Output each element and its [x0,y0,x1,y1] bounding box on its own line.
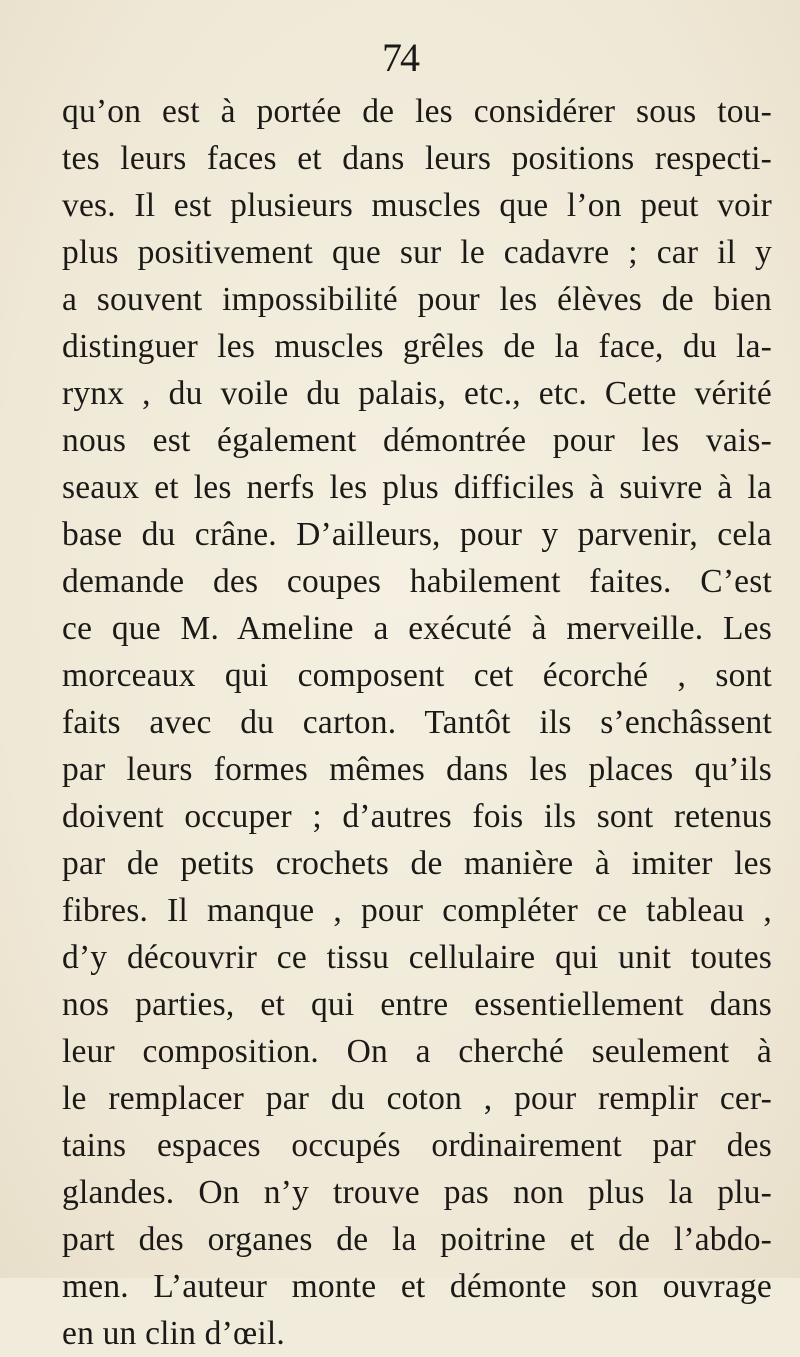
text-line: faits avec du carton. Tantôt ils s’enchâssent [62,704,772,741]
text-line: nous est également démontrée pour les vais- [62,422,772,459]
text-line: demande des coupes habilement faites. C’est [62,563,772,600]
text-line: seaux et les nerfs les plus difficiles à suivre à la [62,469,772,506]
text-line: a souvent impossibilité pour les élèves de bien [62,281,772,318]
text-line: rynx , du voile du palais, etc., etc. Cette vérité [62,375,772,412]
text-line: ves. Il est plusieurs muscles que l’on peut voir [62,187,772,224]
text-line: glandes. On n’y trouve pas non plus la plu- [62,1174,772,1211]
text-line: part des organes de la poitrine et de l’abdo- [62,1221,772,1258]
text-line: par de petits crochets de manière à imiter les [62,845,772,882]
text-line: nos parties, et qui entre essentiellement dans [62,986,772,1023]
text-line: plus positivement que sur le cadavre ; car il y [62,234,772,271]
text-line: tes leurs faces et dans leurs positions respecti- [62,140,772,177]
text-line: qu’on est à portée de les considérer sous tou- [62,93,772,130]
text-line: morceaux qui composent cet écorché , sont [62,657,772,694]
text-line: en un clin d’œil. [62,1315,285,1352]
text-line: fibres. Il manque , pour compléter ce tableau , [62,892,772,929]
text-line: le remplacer par du coton , pour remplir cer- [62,1080,772,1117]
text-line: base du crâne. D’ailleurs, pour y parvenir, cela [62,516,772,553]
text-line: men. L’auteur monte et démonte son ouvrage [62,1268,772,1305]
text-line: par leurs formes mêmes dans les places qu’ils [62,751,772,788]
text-line: distinguer les muscles grêles de la face, du la- [62,328,772,365]
text-line: doivent occuper ; d’autres fois ils sont retenus [62,798,772,835]
text-line: ce que M. Ameline a exécuté à merveille. Les [62,610,772,647]
text-line: d’y découvrir ce tissu cellulaire qui unit toutes [62,939,772,976]
text-line: tains espaces occupés ordinairement par des [62,1127,772,1164]
page-number: 74 [382,35,418,80]
body-text [62,88,772,1357]
text-line: leur composition. On a cherché seulement à [62,1033,772,1070]
